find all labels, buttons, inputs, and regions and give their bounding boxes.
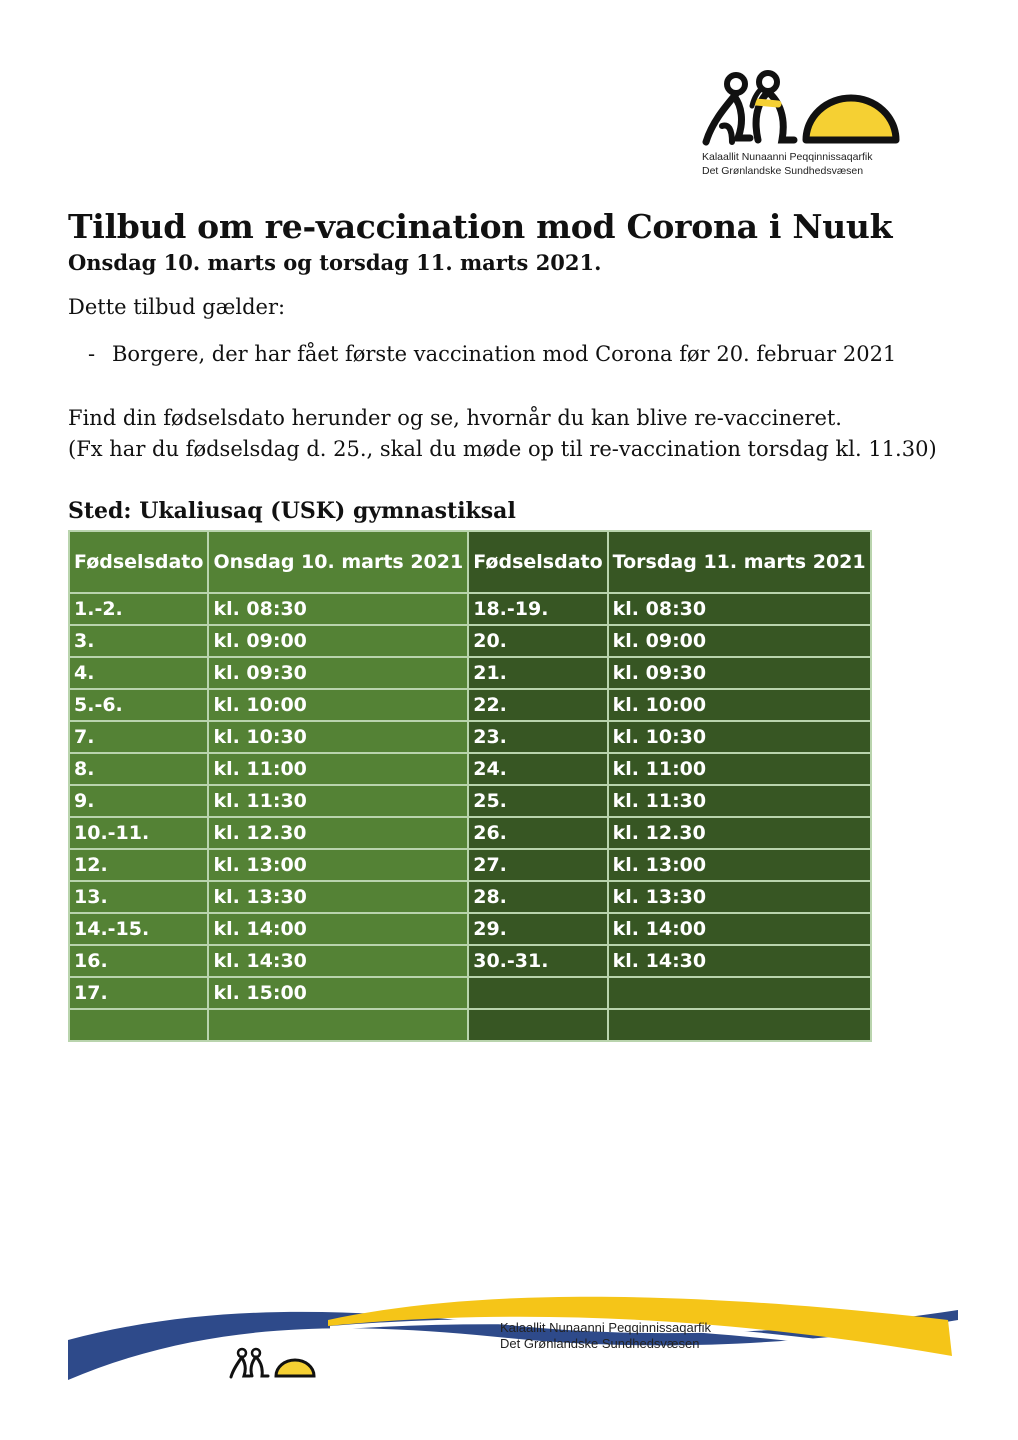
cell-time-thu: kl. 12.30 (608, 817, 871, 849)
cell-time-thu: kl. 13:00 (608, 849, 871, 881)
cell-time-thu: kl. 08:30 (608, 593, 871, 625)
cell-birthdate-thu: 21. (468, 657, 607, 689)
cell-birthdate-thu: 25. (468, 785, 607, 817)
cell-time-wed: kl. 14:00 (208, 913, 468, 945)
table-header-row (69, 531, 871, 593)
cell-birthdate-wed: 1.-2. (69, 593, 208, 625)
header-birthdate-wed: Fødselsdato (69, 531, 208, 593)
cell-time-wed: kl. 12.30 (208, 817, 468, 849)
cell-birthdate-thu: 29. (468, 913, 607, 945)
cell-birthdate-thu: 18.-19. (468, 593, 607, 625)
page-subtitle: Onsdag 10. marts og torsdag 11. marts 2021. (68, 250, 602, 275)
cell-birthdate-wed: 9. (69, 785, 208, 817)
footer-banner (68, 1290, 958, 1400)
bullet-text: Borgere, der har fået første vaccination mod Corona før 20. februar 2021 (112, 342, 897, 366)
cell-birthdate-wed: 14.-15. (69, 913, 208, 945)
cell-birthdate-wed: 16. (69, 945, 208, 977)
cell-time-wed: kl. 09:30 (208, 657, 468, 689)
cell-birthdate-wed: 4. (69, 657, 208, 689)
bullet-item (88, 342, 896, 366)
schedule-table (68, 530, 872, 1042)
cell-birthdate-thu: 28. (468, 881, 607, 913)
footer-org-danish: Det Grønlandske Sundhedsvæsen (500, 1336, 700, 1351)
cell-time-wed (208, 1009, 468, 1041)
cell-birthdate-wed: 8. (69, 753, 208, 785)
intro-text: Dette tilbud gælder: (68, 295, 286, 319)
cell-time-wed: kl. 11:00 (208, 753, 468, 785)
cell-birthdate-wed: 3. (69, 625, 208, 657)
header-thursday: Torsdag 11. marts 2021 (608, 531, 871, 593)
cell-birthdate-thu (468, 1009, 607, 1041)
cell-time-wed: kl. 09:00 (208, 625, 468, 657)
table-row (69, 817, 871, 849)
cell-time-thu: kl. 13:30 (608, 881, 871, 913)
cell-time-wed: kl. 14:30 (208, 945, 468, 977)
header-birthdate-thu: Fødselsdato (468, 531, 607, 593)
cell-birthdate-wed: 12. (69, 849, 208, 881)
footer-logo-icon (228, 1346, 318, 1380)
table-row (69, 945, 871, 977)
page-title: Tilbud om re-vaccination mod Corona i Nuuk (68, 207, 893, 246)
table-row (69, 753, 871, 785)
table-row (69, 593, 871, 625)
org-name-danish: Det Grønlandske Sundhedsvæsen (702, 165, 864, 177)
table-row (69, 689, 871, 721)
cell-time-wed: kl. 15:00 (208, 977, 468, 1009)
cell-time-thu: kl. 09:30 (608, 657, 871, 689)
cell-time-thu: kl. 10:00 (608, 689, 871, 721)
cell-birthdate-thu: 30.-31. (468, 945, 607, 977)
table-row (69, 849, 871, 881)
cell-birthdate-thu: 22. (468, 689, 607, 721)
cell-birthdate-wed (69, 1009, 208, 1041)
cell-birthdate-wed: 5.-6. (69, 689, 208, 721)
footer-org-greenlandic: Kalaallit Nunaanni Peqqinnissaqarfik (500, 1320, 712, 1335)
cell-birthdate-wed: 10.-11. (69, 817, 208, 849)
cell-birthdate-thu: 24. (468, 753, 607, 785)
header-wednesday: Onsdag 10. marts 2021 (208, 531, 468, 593)
cell-time-wed: kl. 13:00 (208, 849, 468, 881)
cell-birthdate-wed: 7. (69, 721, 208, 753)
cell-time-thu (608, 1009, 871, 1041)
cell-birthdate-thu: 23. (468, 721, 607, 753)
cell-birthdate-thu: 20. (468, 625, 607, 657)
org-name-greenlandic: Kalaallit Nunaanni Peqqinnissaqarfik (702, 151, 873, 163)
cell-time-thu: kl. 09:00 (608, 625, 871, 657)
bullet-dash: - (88, 342, 96, 366)
table-row (69, 785, 871, 817)
table-row (69, 721, 871, 753)
cell-time-thu: kl. 10:30 (608, 721, 871, 753)
cell-time-wed: kl. 08:30 (208, 593, 468, 625)
cell-time-thu: kl. 14:30 (608, 945, 871, 977)
table-row (69, 881, 871, 913)
instruction-line-1: Find din fødselsdato herunder og se, hvornår du kan blive re-vaccineret. (68, 406, 842, 430)
cell-birthdate-thu: 26. (468, 817, 607, 849)
logo-header (698, 66, 908, 177)
cell-time-wed: kl. 13:30 (208, 881, 468, 913)
health-service-logo-icon (698, 66, 908, 150)
cell-birthdate-wed: 17. (69, 977, 208, 1009)
cell-time-thu: kl. 11:30 (608, 785, 871, 817)
cell-birthdate-thu: 27. (468, 849, 607, 881)
cell-birthdate-thu (468, 977, 607, 1009)
instruction-line-2: (Fx har du fødselsdag d. 25., skal du møde op til re-vaccination torsdag kl. 11.30) (68, 437, 937, 461)
table-row (69, 977, 871, 1009)
cell-time-wed: kl. 10:30 (208, 721, 468, 753)
location-heading: Sted: Ukaliusaq (USK) gymnastiksal (68, 498, 516, 524)
table-row (69, 1009, 871, 1041)
table-row (69, 657, 871, 689)
schedule-body (69, 593, 871, 1041)
cell-time-wed: kl. 11:30 (208, 785, 468, 817)
cell-time-thu (608, 977, 871, 1009)
cell-time-wed: kl. 10:00 (208, 689, 468, 721)
cell-birthdate-wed: 13. (69, 881, 208, 913)
cell-time-thu: kl. 11:00 (608, 753, 871, 785)
cell-time-thu: kl. 14:00 (608, 913, 871, 945)
table-row (69, 625, 871, 657)
table-row (69, 913, 871, 945)
